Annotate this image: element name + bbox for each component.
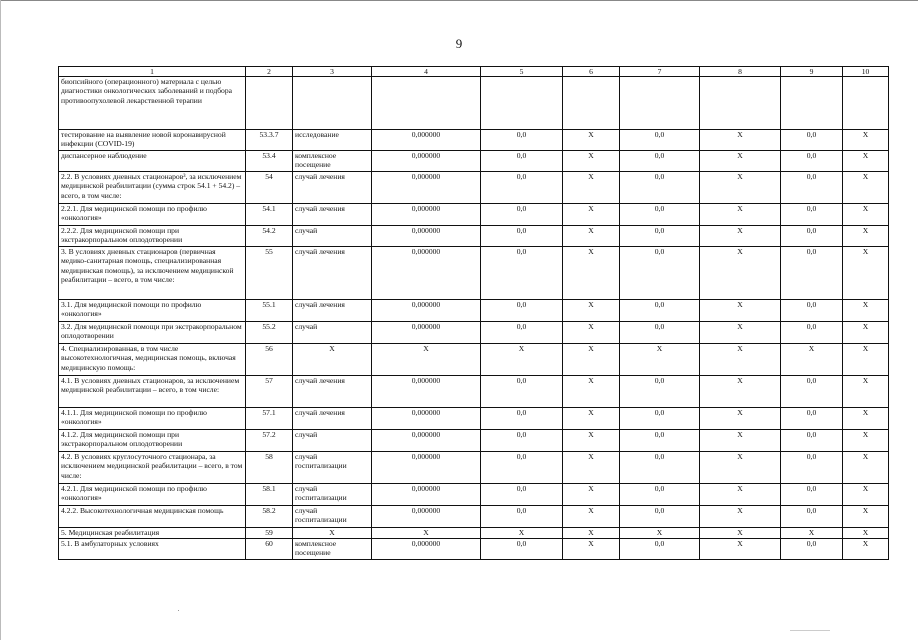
scan-edge-left (0, 0, 1, 640)
cell-code: 55.2 (246, 322, 293, 344)
header-cell-5: 5 (481, 67, 563, 77)
table-row (59, 77, 889, 130)
table-row (59, 172, 889, 204)
table-row (59, 528, 889, 539)
cell-col7: 0,0 (620, 376, 700, 408)
table-row (59, 430, 889, 452)
scan-speck (178, 610, 179, 611)
cell-col9: 0,0 (781, 430, 843, 452)
cell-col5: 0,0 (481, 408, 563, 430)
table-row (59, 300, 889, 322)
cell-unit: случай (293, 322, 372, 344)
cell-col6: X (563, 430, 620, 452)
cell-col4: 0,000000 (372, 151, 481, 172)
cell-name: 4.1.2. Для медицинской помощи при экстракорпоральном оплодотворении (59, 430, 246, 452)
cell-col7: 0,0 (620, 430, 700, 452)
cell-col8: X (700, 204, 781, 226)
cell-col9: 0,0 (781, 247, 843, 300)
table-row (59, 506, 889, 528)
table-row (59, 452, 889, 484)
cell-col5: 0,0 (481, 130, 563, 151)
cell-col9: 0,0 (781, 151, 843, 172)
cell-col4 (372, 77, 481, 130)
cell-unit: исследование (293, 130, 372, 151)
cell-col10: X (843, 151, 889, 172)
cell-col7: 0,0 (620, 539, 700, 560)
header-cell-4: 4 (372, 67, 481, 77)
cell-col5: 0,0 (481, 322, 563, 344)
cell-col8 (700, 77, 781, 130)
cell-col10: X (843, 322, 889, 344)
cell-col5: 0,0 (481, 484, 563, 506)
cell-unit: X (293, 528, 372, 539)
table-row (59, 226, 889, 247)
cell-col8: X (700, 130, 781, 151)
cell-unit (293, 77, 372, 130)
cell-name: 2.2.1. Для медицинской помощи по профилю «онкология» (59, 204, 246, 226)
cell-col6: X (563, 130, 620, 151)
cell-unit: комплексное посещение (293, 539, 372, 560)
cell-col10: X (843, 539, 889, 560)
cell-col9: 0,0 (781, 130, 843, 151)
cell-name: 5. Медицинская реабилитация (59, 528, 246, 539)
cell-unit: случай (293, 430, 372, 452)
cell-col7: 0,0 (620, 130, 700, 151)
header-cell-6: 6 (563, 67, 620, 77)
cell-col5 (481, 77, 563, 130)
cell-col4: 0,000000 (372, 506, 481, 528)
header-cell-1: 1 (59, 67, 246, 77)
cell-name: 4.2.1. Для медицинской помощи по профилю «онкология» (59, 484, 246, 506)
cell-col8: X (700, 172, 781, 204)
cell-col7: 0,0 (620, 300, 700, 322)
cell-col6: X (563, 506, 620, 528)
cell-code: 58.1 (246, 484, 293, 506)
cell-code: 54 (246, 172, 293, 204)
cell-col4: X (372, 528, 481, 539)
cell-col9: 0,0 (781, 172, 843, 204)
cell-col7: X (620, 344, 700, 376)
cell-col5: 0,0 (481, 452, 563, 484)
cell-name: 2.2.2. Для медицинской помощи при экстракорпоральном оплодотворении (59, 226, 246, 247)
cell-name: тестирование на выявление новой коронавирусной инфекции (COVID-19) (59, 130, 246, 151)
cell-col4: 0,000000 (372, 130, 481, 151)
cell-col6: X (563, 226, 620, 247)
cell-col6: X (563, 247, 620, 300)
cell-col9: 0,0 (781, 322, 843, 344)
cell-col10: X (843, 204, 889, 226)
cell-col10: X (843, 172, 889, 204)
table-row (59, 151, 889, 172)
cell-col8: X (700, 322, 781, 344)
cell-col6: X (563, 376, 620, 408)
table-row (59, 204, 889, 226)
cell-name: 5.1. В амбулаторных условиях (59, 539, 246, 560)
cell-code: 54.2 (246, 226, 293, 247)
cell-col9: 0,0 (781, 226, 843, 247)
cell-col9: 0,0 (781, 300, 843, 322)
cell-unit: X (293, 344, 372, 376)
header-cell-9: 9 (781, 67, 843, 77)
cell-col9: 0,0 (781, 204, 843, 226)
cell-col4: X (372, 344, 481, 376)
cell-col9: 0,0 (781, 376, 843, 408)
cell-col5: 0,0 (481, 430, 563, 452)
cell-name: биопсийного (операционного) материала с целью диагностики онкологических заболеваний и подбора противоопухолевой лекарственной терапии (59, 77, 246, 130)
cell-col8: X (700, 506, 781, 528)
cell-col6: X (563, 172, 620, 204)
page-number: 9 (455, 36, 463, 51)
cell-col9: X (781, 344, 843, 376)
cell-unit: комплексное посещение (293, 151, 372, 172)
cell-col4: 0,000000 (372, 430, 481, 452)
cell-col6: X (563, 151, 620, 172)
cell-col8: X (700, 247, 781, 300)
cell-col9: 0,0 (781, 484, 843, 506)
cell-col6: X (563, 452, 620, 484)
cell-col5: X (481, 344, 563, 376)
cell-col4: 0,000000 (372, 204, 481, 226)
cell-col7: 0,0 (620, 506, 700, 528)
cell-col7: 0,0 (620, 204, 700, 226)
cell-code: 53.3.7 (246, 130, 293, 151)
cell-col4: 0,000000 (372, 300, 481, 322)
header-cell-8: 8 (700, 67, 781, 77)
cell-col5: 0,0 (481, 151, 563, 172)
cell-col8: X (700, 484, 781, 506)
cell-unit: случай госпитализации (293, 452, 372, 484)
cell-col8: X (700, 408, 781, 430)
scan-edge-top (0, 0, 918, 1)
cell-name: диспансерное наблюдение (59, 151, 246, 172)
cell-col7: 0,0 (620, 172, 700, 204)
cell-col8: X (700, 528, 781, 539)
cell-col6: X (563, 408, 620, 430)
table-row (59, 408, 889, 430)
cell-col10: X (843, 376, 889, 408)
cell-col8: X (700, 430, 781, 452)
cell-col10: X (843, 344, 889, 376)
cell-code: 55 (246, 247, 293, 300)
cell-unit: случай госпитализации (293, 506, 372, 528)
cell-col6: X (563, 528, 620, 539)
cell-code: 56 (246, 344, 293, 376)
table-row (59, 247, 889, 300)
cell-code: 57.2 (246, 430, 293, 452)
header-cell-2: 2 (246, 67, 293, 77)
table-row (59, 344, 889, 376)
cell-code: 53.4 (246, 151, 293, 172)
cell-name: 4.1. В условиях дневных стационаров, за исключением медицинской реабилитации – всего, в том числе: (59, 376, 246, 408)
cell-col10: X (843, 528, 889, 539)
cell-col10: X (843, 506, 889, 528)
cell-col6: X (563, 300, 620, 322)
cell-name: 4.2.2. Высокотехнологичная медицинская помощь (59, 506, 246, 528)
cell-col4: 0,000000 (372, 452, 481, 484)
cell-unit: случай лечения (293, 172, 372, 204)
cell-col8: X (700, 376, 781, 408)
cell-col5: 0,0 (481, 376, 563, 408)
cell-col5: 0,0 (481, 204, 563, 226)
cell-col7 (620, 77, 700, 130)
cell-unit: случай лечения (293, 408, 372, 430)
cell-col5: 0,0 (481, 300, 563, 322)
cell-col6: X (563, 322, 620, 344)
cell-col10: X (843, 300, 889, 322)
cell-code: 57.1 (246, 408, 293, 430)
cell-code (246, 77, 293, 130)
cell-col7: 0,0 (620, 484, 700, 506)
cell-code: 54.1 (246, 204, 293, 226)
cell-col10: X (843, 247, 889, 300)
cell-unit: случай лечения (293, 204, 372, 226)
cell-col9: 0,0 (781, 539, 843, 560)
cell-col9: 0,0 (781, 506, 843, 528)
cell-col5: 0,0 (481, 506, 563, 528)
cell-name: 4.2. В условиях круглосуточного стационара, за исключением медицинской реабилитации – всего, в том числе: (59, 452, 246, 484)
cell-col10: X (843, 452, 889, 484)
cell-col7: 0,0 (620, 226, 700, 247)
cell-name: 2.2. В условиях дневных стационаров³, за исключением медицинской реабилитации (сумма строк 54.1 + 54.2) – всего, в том числе: (59, 172, 246, 204)
cell-col4: 0,000000 (372, 539, 481, 560)
header-cell-7: 7 (620, 67, 700, 77)
cell-col5: 0,0 (481, 226, 563, 247)
cell-col10 (843, 77, 889, 130)
cell-name: 3. В условиях дневных стационаров (первичная медико-санитарная помощь, специализированная медицинская помощь), за исключением медицинской реабилитации – всего, в том числе: (59, 247, 246, 300)
cell-col10: X (843, 430, 889, 452)
header-cell-3: 3 (293, 67, 372, 77)
cell-code: 58 (246, 452, 293, 484)
cell-unit: случай госпитализации (293, 484, 372, 506)
table-row (59, 130, 889, 151)
cell-col7: 0,0 (620, 408, 700, 430)
cell-col5: X (481, 528, 563, 539)
cell-col4: 0,000000 (372, 247, 481, 300)
cell-col5: 0,0 (481, 539, 563, 560)
table-body (59, 77, 889, 560)
header-cell-10: 10 (843, 67, 889, 77)
cell-col4: 0,000000 (372, 408, 481, 430)
cell-col10: X (843, 484, 889, 506)
cell-unit: случай лечения (293, 247, 372, 300)
cell-col4: 0,000000 (372, 484, 481, 506)
cell-col7: 0,0 (620, 452, 700, 484)
cell-code: 58.2 (246, 506, 293, 528)
cell-col8: X (700, 151, 781, 172)
cell-col6: X (563, 484, 620, 506)
cell-unit: случай (293, 226, 372, 247)
cell-code: 55.1 (246, 300, 293, 322)
cell-col6: X (563, 539, 620, 560)
cell-col5: 0,0 (481, 172, 563, 204)
cell-col6: X (563, 344, 620, 376)
cell-col6: X (563, 204, 620, 226)
scan-mark (790, 630, 830, 631)
cell-code: 60 (246, 539, 293, 560)
cell-col9: X (781, 528, 843, 539)
header-row (59, 67, 889, 77)
cell-col7: 0,0 (620, 322, 700, 344)
cell-col7: 0,0 (620, 151, 700, 172)
cell-col4: 0,000000 (372, 376, 481, 408)
cell-unit: случай лечения (293, 300, 372, 322)
cell-col10: X (843, 408, 889, 430)
cell-col7: 0,0 (620, 247, 700, 300)
cell-col10: X (843, 226, 889, 247)
cell-col10: X (843, 130, 889, 151)
cell-col9: 0,0 (781, 408, 843, 430)
table-row (59, 484, 889, 506)
cell-col5: 0,0 (481, 247, 563, 300)
table-row (59, 376, 889, 408)
cell-col4: 0,000000 (372, 322, 481, 344)
cell-col8: X (700, 300, 781, 322)
table-row (59, 322, 889, 344)
cell-col8: X (700, 226, 781, 247)
cell-col9 (781, 77, 843, 130)
cell-name: 3.1. Для медицинской помощи по профилю «онкология» (59, 300, 246, 322)
cell-name: 4.1.1. Для медицинской помощи по профилю «онкология» (59, 408, 246, 430)
cell-code: 57 (246, 376, 293, 408)
data-table (58, 66, 889, 560)
cell-col8: X (700, 452, 781, 484)
cell-name: 4. Специализированная, в том числе высокотехнологичная, медицинская помощь, включая медицинскую помощь: (59, 344, 246, 376)
cell-col9: 0,0 (781, 452, 843, 484)
cell-col8: X (700, 344, 781, 376)
cell-col7: X (620, 528, 700, 539)
cell-name: 3.2. Для медицинской помощи при экстракорпоральном оплодотворении (59, 322, 246, 344)
cell-unit: случай лечения (293, 376, 372, 408)
cell-col4: 0,000000 (372, 172, 481, 204)
cell-col8: X (700, 539, 781, 560)
cell-col4: 0,000000 (372, 226, 481, 247)
cell-code: 59 (246, 528, 293, 539)
cell-col6 (563, 77, 620, 130)
table-row (59, 539, 889, 560)
